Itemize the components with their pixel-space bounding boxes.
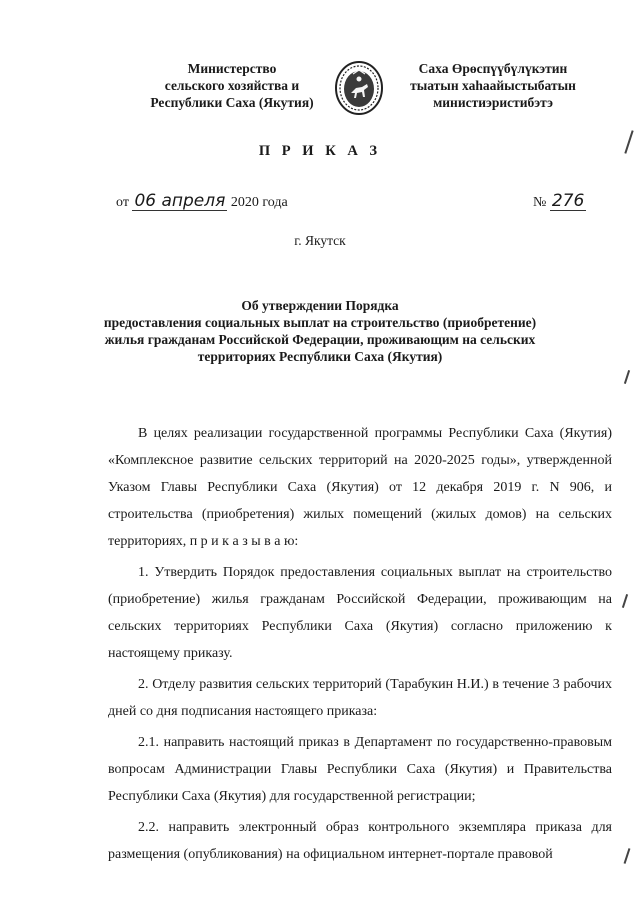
document-title: П Р И К А З [258, 143, 382, 159]
handwritten-date: 06 апреля [134, 191, 226, 211]
order-body [108, 420, 612, 868]
order-subject [100, 297, 540, 365]
ministry-line: тыатын хаһаайыстыбатын [410, 78, 576, 93]
ministry-line: Министерство [187, 61, 277, 76]
body-paragraph: В целях реализации государственной программы Республики Саха (Якутия) «Комплексное развитие сельских территорий на 2020-2025 годы», утвержденной Указом Главы Республики Саха (Якутия) от 12 декабря 2019 г. N 906, и строительства (приобретения) жилых помещений (жилых домов) на сельских территориях, п р и к а з ы в а ю: [108, 426, 612, 549]
ministry-line: сельского хозяйства и [164, 78, 300, 93]
body-paragraph: 1. Утвердить Порядок предоставления социальных выплат на строительство (приобретение) жилья гражданам Российской Федерации, проживающим на сельских территориях Республики Саха (Якутия) согласно приложению к настоящему приказу. [108, 565, 612, 661]
subject-line: предоставления социальных выплат на строительство (приобретение) [103, 315, 537, 330]
order-number [533, 192, 586, 211]
body-paragraph: 2.1. направить настоящий приказ в Департамент по государственно-правовым вопросам Администрации Главы Республики Саха (Якутия) и Правительства Республики Саха (Якутия) для государственной регистрации; [108, 735, 612, 804]
subject-line: Об утверждении Порядка [241, 298, 399, 313]
ministry-name-yakut [398, 60, 588, 111]
number-sign: № [533, 195, 547, 210]
body-paragraph: 2.2. направить электронный образ контрольного экземпляра приказа для размещения (опубликования) на официальном интернет-портале правовой [108, 820, 612, 862]
date-suffix: 2020 года [230, 195, 288, 210]
scan-mark [622, 594, 628, 608]
order-date [116, 192, 288, 211]
ministry-line: Саха Өрөспүүбүлүкэтин [418, 61, 568, 76]
handwritten-number: 276 [551, 191, 585, 211]
scan-mark [624, 370, 630, 384]
body-paragraph: 2. Отделу развития сельских территорий (Тарабукин Н.И.) в течение 3 рабочих дней со дня подписания настоящего приказа: [108, 677, 612, 719]
ministry-line: министиэристибэтэ [433, 95, 553, 110]
city-name: г. Якутск [294, 233, 346, 248]
ministry-name-russian [132, 60, 332, 111]
ministry-line: Республики Саха (Якутия) [150, 95, 314, 110]
scan-mark [624, 848, 631, 864]
subject-line: жилья гражданам Российской Федерации, проживающим на сельских [104, 332, 536, 347]
date-prefix: от [116, 195, 129, 210]
yakutia-coat-of-arms-icon [334, 60, 384, 116]
subject-line: территориях Республики Саха (Якутия) [197, 349, 443, 364]
